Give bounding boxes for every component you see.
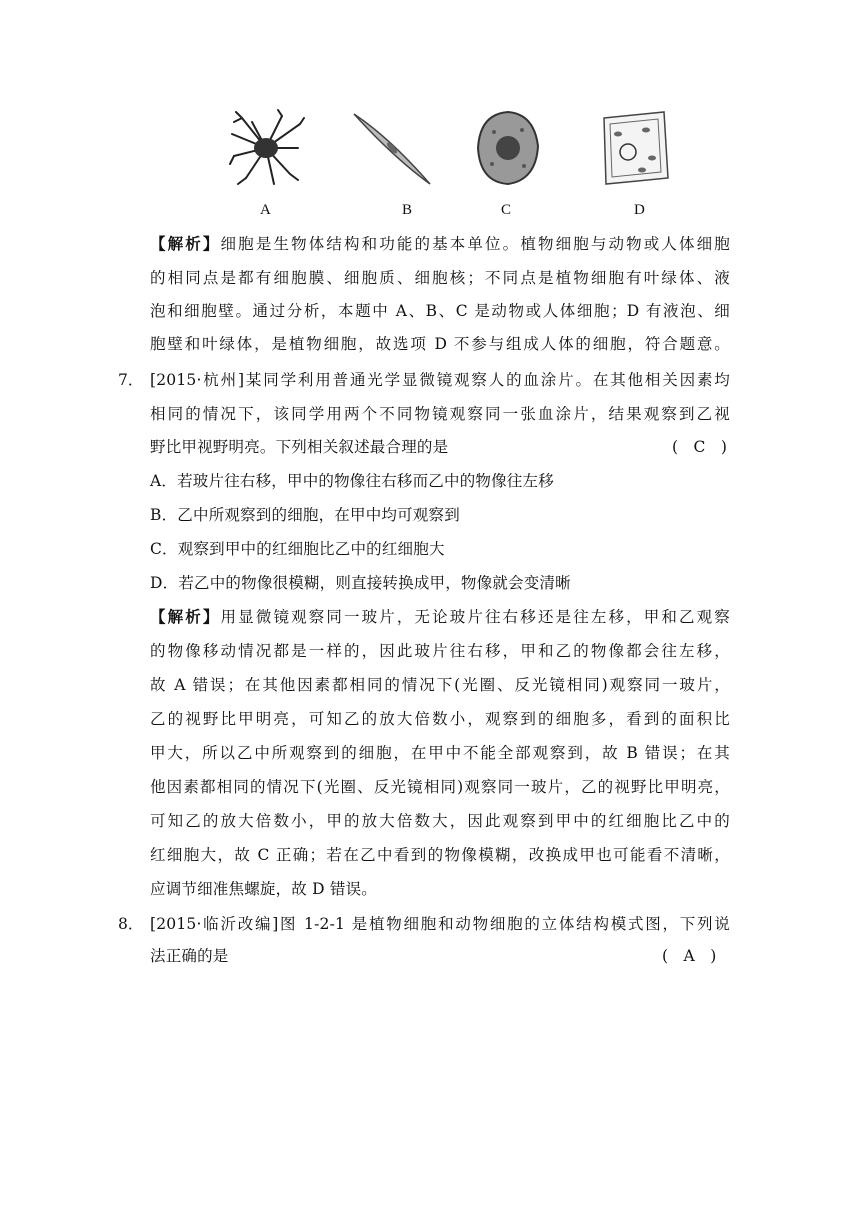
figure-label-c: C (501, 202, 512, 218)
q6-analysis-line-1: 【解析】细胞是生物体结构和功能的基本单位。植物细胞与动物或人体细胞 (150, 234, 730, 253)
question-7-analysis-line-5: 甲大，所以乙中所观察到的细胞，在甲中不能全部观察到，故 B 错误；在其 (150, 744, 730, 762)
epithelial-cell-image (474, 108, 542, 188)
q6-analysis-line-3: 泡和细胞壁。通过分析，本题中 A、B、C 是动物或人体细胞；D 有液泡、细 (150, 302, 730, 320)
question-7-stem-line-2: 相同的情况下，该同学用两个不同物镜观察同一张血涂片，结果观察到乙视 (150, 405, 730, 423)
q6-analysis-line-4: 胞壁和叶绿体，是植物细胞，故选项 D 不参与组成人体的细胞，符合题意。 (150, 335, 730, 353)
question-7-analysis-line-9: 应调节细准焦螺旋，故 D 错误。 (150, 880, 377, 898)
question-7-number: 7． (118, 371, 144, 389)
question-8-stem-line-2: 法正确的是 (150, 947, 229, 965)
q6-analysis-line-2: 的相同点是都有细胞膜、细胞质、细胞核；不同点是植物细胞有叶绿体、液 (150, 269, 730, 287)
smooth-muscle-cell-image (350, 108, 434, 188)
question-7-option-c: C．观察到甲中的红细胞比乙中的红细胞大 (150, 540, 445, 558)
question-7-stem-line-3: 野比甲视野明亮。下列相关叙述最合理的是 (150, 438, 449, 456)
question-7-stem-line-1: [2015·杭州]某同学利用普通光学显微镜观察人的血涂片。在其他相关因素均 (150, 371, 730, 389)
question-8-stem-line-1: [2015·临沂改编]图 1-2-1 是植物细胞和动物细胞的立体结构模式图，下列说 (150, 915, 730, 933)
figure-label-a: A (260, 202, 271, 218)
question-7-analysis-line-1: 【解析】用显微镜观察同一玻片，无论玻片往右移还是往左移，甲和乙观察 (150, 607, 730, 626)
question-7-analysis-line-3: 故 A 错误；在其他因素都相同的情况下(光圈、反光镜相同)观察同一玻片， (150, 676, 730, 694)
plant-cell-image (598, 108, 672, 188)
question-7-option-a: A．若玻片往右移，甲中的物像往右移而乙中的物像往左移 (150, 472, 554, 490)
question-7-answer: ( C ) (672, 438, 727, 456)
analysis-tag: 【解析】 (150, 234, 221, 253)
question-7-analysis-line-2: 的物像移动情况都是一样的，因此玻片往右移，甲和乙的物像都会往左移， (150, 642, 730, 660)
cell-figures (0, 108, 860, 198)
question-7-analysis-line-6: 他因素都相同的情况下(光圈、反光镜相同)观察同一玻片，乙的视野比甲明亮， (150, 778, 730, 796)
neuron-cell-image (228, 108, 306, 188)
question-7-option-d: D．若乙中的物像很模糊，则直接转换成甲，物像就会变清晰 (150, 574, 571, 592)
analysis-tag: 【解析】 (150, 607, 221, 626)
question-8-number: 8． (118, 915, 144, 933)
question-7-analysis-line-8: 红细胞大，故 C 正确；若在乙中看到的物像模糊，改换成甲也可能看不清晰， (150, 846, 730, 864)
question-7-analysis-line-4: 乙的视野比甲明亮，可知乙的放大倍数小，观察到的细胞多，看到的面积比 (150, 710, 730, 728)
question-7-analysis-line-7: 可知乙的放大倍数小，甲的放大倍数大，因此观察到甲中的红细胞比乙中的 (150, 812, 730, 830)
figure-label-d: D (634, 202, 645, 218)
figure-label-b: B (402, 202, 413, 218)
question-7-option-b: B．乙中所观察到的细胞，在甲中均可观察到 (150, 506, 460, 524)
question-8-answer: ( A ) (662, 947, 717, 965)
